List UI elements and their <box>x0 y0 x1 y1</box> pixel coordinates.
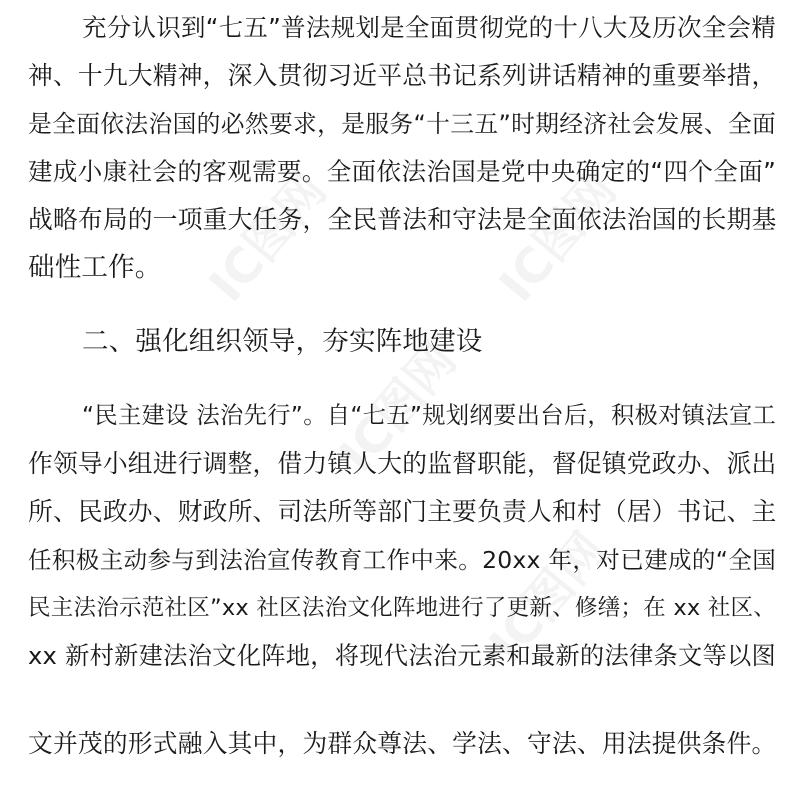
paragraph-line: 作领导小组进行调整，借力镇人大的监督职能，督促镇党政办、派出 <box>28 449 777 478</box>
section-heading: 二、强化组织领导，夯实阵地建设 <box>82 326 483 357</box>
paragraph-line: 所、民政办、财政所、司法所等部门主要负责人和村（居）书记、主 <box>28 497 777 526</box>
paragraph-line: 民主法治示范社区”xx 社区法治文化阵地进行了更新、修缮；在 xx 社区、 <box>28 595 776 621</box>
paragraph-line: “民主建设 法治先行”。自“七五”规划纲要出台后，积极对镇法宣工 <box>82 402 776 429</box>
paragraph-line: 充分认识到“七五”普法规划是全面贯彻党的十八大及历次全会精 <box>82 13 776 42</box>
paragraph-line: 础性工作。 <box>28 252 162 283</box>
paragraph-line: 文并茂的形式融入其中，为群众尊法、学法、守法、用法提供条件。 <box>28 729 777 758</box>
paragraph-line: 战略布局的一项重大任务，全民普法和守法是全面依法治国的长期基 <box>28 205 777 234</box>
paragraph-line: 神、十九大精神，深入贯彻习近平总书记系列讲话精神的重要举措， <box>28 61 777 90</box>
paragraph-line: 建成小康社会的客观需要。全面依法治国是党中央确定的“四个全面” <box>28 157 776 186</box>
paragraph-line: 任积极主动参与到法治宣传教育工作中来。20xx 年，对已建成的“全国 <box>28 546 776 574</box>
paragraph-line: 是全面依法治国的必然要求，是服务“十三五”时期经济社会发展、全面 <box>28 110 776 138</box>
paragraph-line: xx 新村新建法治文化阵地，将现代法治元素和最新的法律条文等以图 <box>28 641 776 670</box>
